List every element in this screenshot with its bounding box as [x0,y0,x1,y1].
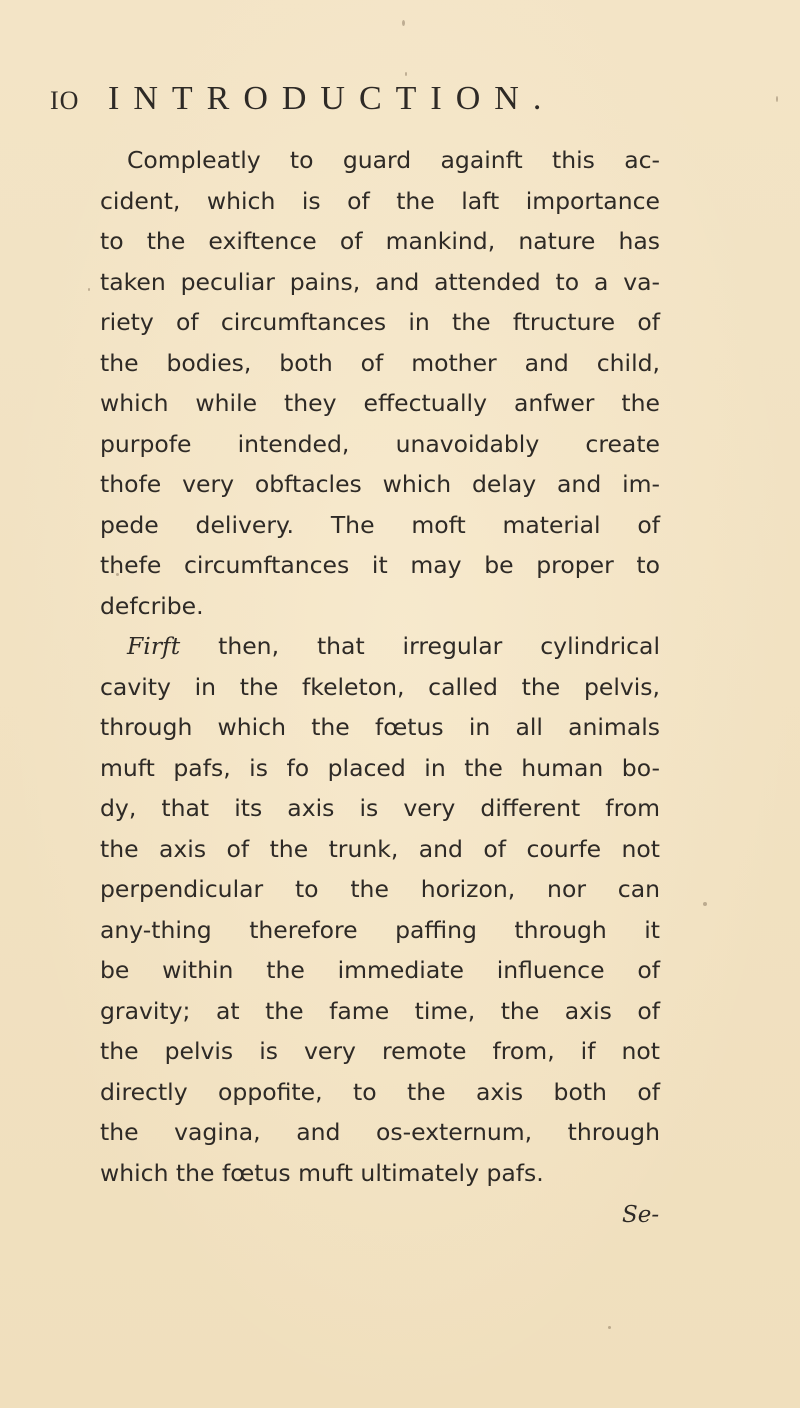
text-line: the vagina, and os-externum, through [100,1118,660,1146]
text-line: through which the fœtus in all animals [100,713,660,741]
text-line: thefe circumftances it may be proper to [100,551,660,579]
text-line: Compleatly to guard againft this ac- [127,146,660,174]
text-line: to the exiftence of mankind, nature has [100,227,660,255]
text-line: the bodies, both of mother and child, [100,348,660,377]
text-line: be within the immediate influence of [100,956,660,984]
page-number: IO [50,86,80,115]
paper-speck [608,1326,611,1329]
text-line: cavity in the fkeleton, called the pelvis, [100,672,660,701]
paper-speck [402,20,405,26]
text-line: the axis of the trunk, and of courfe not [100,834,660,863]
text-line: directly oppofite, to the axis both of [100,1077,660,1106]
text-line: gravity; at the fame time, the axis of [100,996,660,1025]
text-line-rest: then, that irregular cylindrical [218,632,660,660]
text-line: pede delivery. The moft material of [100,510,660,539]
text-line: cident, which is of the laft importance [100,186,660,215]
text-line: which the fœtus muft ultimately pafs. [100,1158,544,1187]
text-line: dy, that its axis is very different from [100,794,660,822]
text-line: defcribe. [100,591,204,620]
text-line: taken peculiar pains, and attended to a va- [100,267,660,296]
paper-speck [405,72,407,76]
text-line: riety of circumftances in the ftructure of [100,308,660,336]
text-line: perpendicular to the horizon, nor can [100,875,660,903]
catchword: Se- [622,1202,660,1228]
paper-speck [88,288,90,291]
italic-lead-word: Firft [127,632,181,660]
paper-speck [703,902,707,906]
text-line: the pelvis is very remote from, if not [100,1037,660,1065]
text-line-with-italic-lead [100,626,660,667]
page-header [50,80,700,130]
body-text [100,140,660,1193]
text-line: which while they effectually anfwer the [100,389,660,417]
paper-speck [116,573,119,576]
text-line: purpofe intended, unavoidably create [100,429,660,458]
text-line: thofe very obftacles which delay and im- [100,470,660,498]
paper-speck [776,96,778,102]
running-head: INTRODUCTION. [108,80,556,117]
text-line: muft pafs, is fo placed in the human bo- [100,753,660,782]
text-line: any-thing therefore paffing through it [100,915,660,944]
